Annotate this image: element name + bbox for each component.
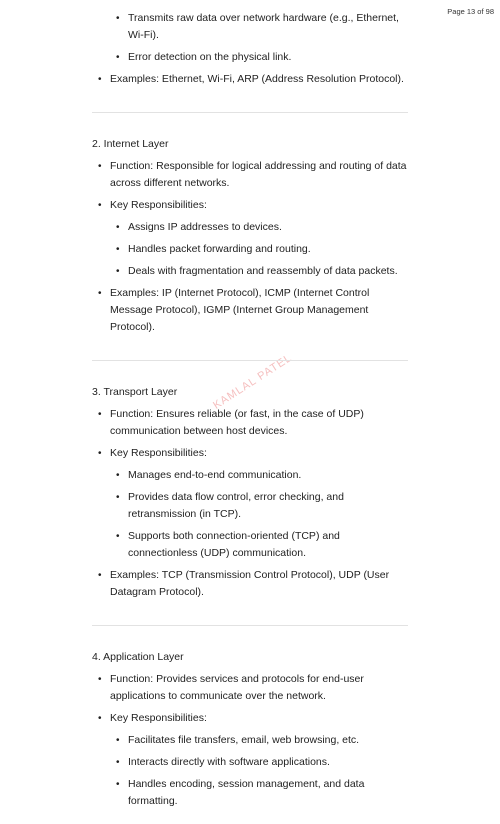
list-item: • Error detection on the physical link.: [92, 49, 408, 66]
list-item: • Manages end-to-end communication.: [92, 467, 408, 484]
list-item: • Deals with fragmentation and reassembly of data packets.: [92, 263, 408, 280]
examples-item: • Examples: TCP (Transmission Control Protocol), UDP (User Datagram Protocol).: [92, 567, 408, 601]
internet-layer-list: [92, 158, 408, 336]
network-access-continued-list: [92, 10, 408, 88]
list-item: • Facilitates file transfers, email, web browsing, etc.: [92, 732, 408, 749]
function-item: • Function: Provides services and protocols for end-user applications to communicate over the network.: [92, 671, 408, 705]
section-heading-internet-layer: 2. Internet Layer: [92, 138, 169, 150]
section-heading-transport-layer: 3. Transport Layer: [92, 386, 178, 398]
application-layer-list: [92, 671, 408, 810]
function-item: • Function: Ensures reliable (or fast, in the case of UDP) communication between host devices.: [92, 406, 408, 440]
list-item: • Handles encoding, session management, and data formatting.: [92, 776, 408, 810]
section-heading-application-layer: 4. Application Layer: [92, 651, 184, 663]
watermark: KAMLAL PATEL: [211, 351, 295, 412]
list-item: • Transmits raw data over network hardware (e.g., Ethernet, Wi-Fi).: [92, 10, 408, 44]
list-item: • Assigns IP addresses to devices.: [92, 219, 408, 236]
list-item: • Handles packet forwarding and routing.: [92, 241, 408, 258]
function-item: • Function: Responsible for logical addressing and routing of data across different networks.: [92, 158, 408, 192]
examples-item: • Examples: IP (Internet Protocol), ICMP (Internet Control Message Protocol), IGMP (Internet Group Management Protocol).: [92, 285, 408, 336]
list-item: • Provides data flow control, error checking, and retransmission (in TCP).: [92, 489, 408, 523]
transport-layer-list: [92, 406, 408, 601]
document-body: [92, 10, 408, 810]
list-item: • Supports both connection-oriented (TCP) and connectionless (UDP) communication.: [92, 528, 408, 562]
page-number: Page 13 of 98: [447, 7, 494, 16]
examples-item: • Examples: Ethernet, Wi-Fi, ARP (Address Resolution Protocol).: [92, 71, 408, 88]
key-responsibilities-item: • Key Responsibilities:: [92, 710, 408, 727]
key-responsibilities-item: • Key Responsibilities:: [92, 197, 408, 214]
key-responsibilities-item: • Key Responsibilities:: [92, 445, 408, 462]
list-item: • Interacts directly with software applications.: [92, 754, 408, 771]
